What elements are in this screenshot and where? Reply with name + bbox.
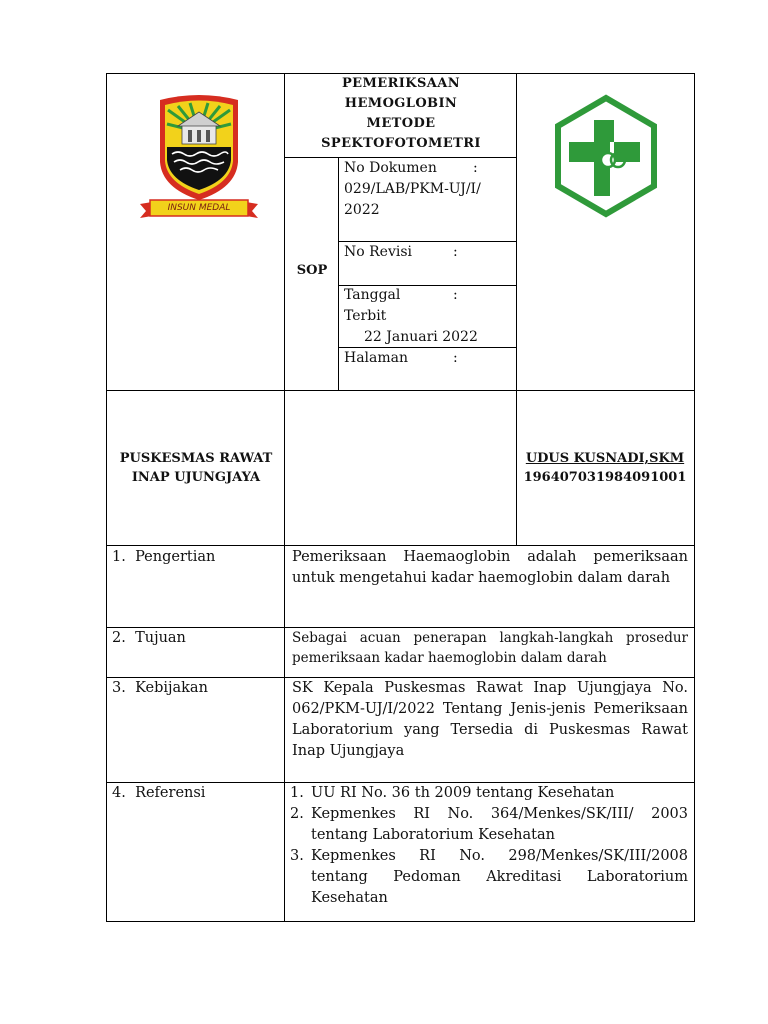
section-label: Tujuan [135,630,186,646]
emblem-banner-text: INSUN MEDAL [167,203,231,213]
section-label-referensi [112,783,280,804]
section-label: Kebijakan [135,680,208,696]
title-line: PEMERIKSAAN [341,76,460,91]
grid-line [284,73,285,922]
field-no-dokumen [344,158,514,221]
grid-line [516,73,517,545]
tanggal-label: Tanggal [344,287,401,303]
section-number: 3. [112,680,126,696]
halaman-label: Halaman [344,350,409,366]
signatory-name: UDUS KUSNADI,SKM [525,451,685,466]
reference-item [290,783,688,804]
reference-text: Kepmenkes RI No. 364/Menkes/SK/III/ 2003 tentang Laboratorium Kesehatan [311,806,688,843]
section-number: 2. [112,630,126,646]
section-label: Referensi [135,785,206,801]
reference-item [290,804,688,846]
halaman-colon: : [453,350,458,366]
title-line: HEMOGLOBIN [344,96,458,111]
no-revisi-colon: : [453,244,458,260]
document-title [288,74,514,154]
no-dokumen-value: 029/LAB/PKM-UJ/I/ 2022 [344,181,481,218]
grid-line [338,157,339,390]
tanggal-value: 22 Januari 2022 [364,329,478,345]
section-label-tujuan [112,628,280,649]
grid-line [106,390,695,391]
tanggal-colon: : [453,287,458,303]
grid-line [106,921,695,922]
signatory-nip: 196407031984091001 [523,470,687,485]
reference-number: 2. [290,806,304,822]
reference-text: UU RI No. 36 th 2009 tentang Kesehatan [311,785,615,801]
section-label-pengertian [112,547,280,568]
grid-line [106,545,695,546]
section-label: Pengertian [135,549,216,565]
reference-number: 1. [290,785,304,801]
section-text-tujuan: Sebagai acuan penerapan langkah-langkah prosedur pemeriksaan kadar haemoglobin dalam darah [292,630,688,666]
section-text-kebijakan: SK Kepala Puskesmas Rawat Inap Ujungjaya No. 062/PKM-UJ/I/2022 Tentang Jenis-jenis Pemeriksaan Laboratorium yang Tersedia di Puskesmas Rawat Inap Ujungjaya [292,680,688,759]
puskesmas-logo [552,94,660,218]
section-number: 1. [112,549,126,565]
reference-list [290,783,688,909]
no-revisi-label: No Revisi [344,244,413,260]
section-number: 4. [112,785,126,801]
section-text-pengertian: Pemeriksaan Haemaoglobin adalah pemeriksaan untuk mengetahui kadar haemoglobin dalam darah [292,549,688,586]
title-line: SPEKTOFOTOMETRI [321,136,481,151]
field-halaman [344,348,514,369]
grid-line [694,73,695,922]
sop-label: SOP [296,263,328,278]
grid-line [106,73,107,922]
reference-item [290,846,688,909]
no-dokumen-label: No Dokumen [344,160,437,176]
reference-text: Kepmenkes RI No. 298/Menkes/SK/III/2008 tentang Pedoman Akreditasi Laboratorium Kesehatan [311,848,688,906]
title-line: METODE [366,116,436,131]
section-label-kebijakan [112,678,280,699]
regional-emblem-logo [138,92,260,222]
field-tanggal-terbit [344,285,514,348]
signatory-block [519,449,691,487]
reference-number: 3. [290,848,304,864]
field-no-revisi [344,242,514,263]
institution-name: PUSKESMAS RAWAT INAP UJUNGJAYA [119,451,273,485]
terbit-label: Terbit [344,308,387,324]
no-dokumen-colon: : [473,160,478,176]
